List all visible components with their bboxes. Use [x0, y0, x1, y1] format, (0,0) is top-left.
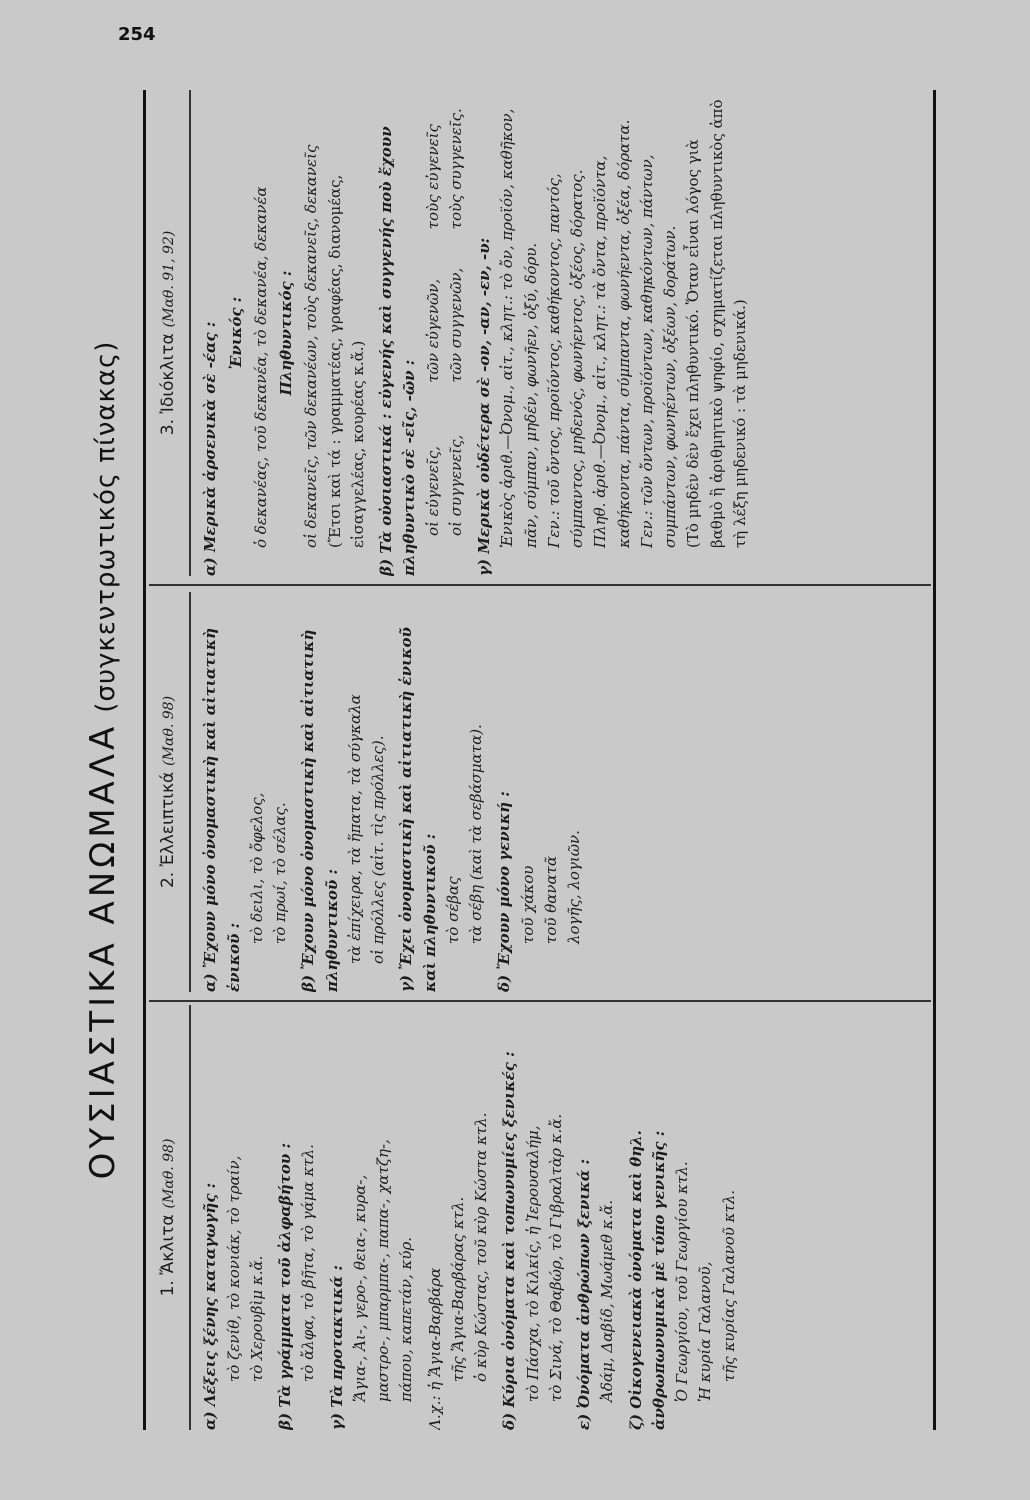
section-c: γ) Μερικὰ οὐδέτερα σὲ -ον, -αν, -εν, -υ: Ἑνικὸς ἀριθ.—Ὀνομ., αἰτ., κλητ.: τὸ ὄν, προϊόν, καθῆκον, πᾶν, σύμπαν, μηδέν, φωνῆεν, ὀξύ, δόρυ. Γεν.: τοῦ ὄντος, προϊόντος, καθήκοντος, παντός, σύμπαντος, μηδενός, φωνήεντος, ὀξέος, δόρατος. Πληθ. ἀριθ.—Ὀνομ., αἰτ., κλητ.: τὰ ὄντα, προϊόντα, καθήκοντα, πάντα, σύμπαντα, φωνήεντα, ὀξέα, δόρατα. Γεν.: τῶν ὄντων, προϊόντων, καθηκόντων, πάντων, συμπάντων, φωνηέντων, ὀξέων, δοράτων. (Τὸ μηδὲν δὲν ἔχει πληθυντικό. Ὅταν εἶναι λόγος γιὰ βαθμὸ ἢ ἀριθμητικὸ ψηφίο, σχηματίζεται πληθυντικὸς ἀπὸ τὴ λέξη μηδενικό : τὰ μηδενικά.): [475, 99, 749, 576]
column-heading: 3. Ἰδιόκλιτα(Μαθ. 91, 92): [149, 90, 191, 576]
column-heading: 2. Ἐλλειπτικά(Μαθ. 98): [149, 592, 191, 992]
rotated-table-canvas: [75, 60, 955, 1460]
section-e: ε) Ὀνόματα ἀνθρώπων ξενικά : Ἀδάμ, Δαβίδ, Μωάμεθ κ.ἄ.: [575, 1158, 617, 1430]
section-c: γ) Ἔχει ὀνομαστικὴ καὶ αἰτιατικὴ ἑνικοῦ καὶ πληθυντικοῦ : τὸ σέβας τὰ σέβη (καὶ τὰ σεβάσματα).: [397, 627, 486, 992]
section-z: ζ) Οἰκογενειακὰ ὀνόματα καὶ θηλ. ἀνθρωπωνυμικὰ μὲ τύπο γενικῆς : Ὁ Γεωργίου, τοῦ Γεωργίου κτλ. Ἡ κυρία Γαλανοῦ, τῆς κυρίας Γαλανοῦ κτλ.: [626, 1130, 738, 1430]
example-row: οἱ εὐγενεῖς, τῶν εὐγενῶν, τοὺς εὐγενεῖς: [423, 124, 442, 536]
section-d: δ) Κύρια ὀνόματα καὶ τοπωνυμίες ξενικές : τὸ Πάσχα, τὸ Κιλκίς, ἡ Ἱερουσαλήμ, τὸ Σινά, τὸ Θαβώρ, τὸ Γιβραλτὰρ κ.ἄ.: [500, 1051, 565, 1430]
top-rule: [143, 90, 146, 1430]
section-b: β) Ἔχουν μόνο ὀνομαστικὴ καὶ αἰτιατικὴ πληθυντικοῦ : τὰ ἐπίχειρα, τὰ ἥπατα, τὰ σύγκαλα οἱ πρόλλες (αἰτ. τὶς πρόλλες).: [299, 629, 388, 992]
title-main: ΟΥΣΙΑΣΤΙΚΑ ΑΝΩΜΑΛΑ: [83, 722, 123, 1180]
column-idioklita: [149, 90, 931, 576]
section-a: α) Λέξεις ξένης καταγωγῆς : τὸ ζενίθ, τὸ κονιάκ, τὸ τραίν, τὸ Χερουβὶμ κ.ἄ.: [201, 1155, 266, 1430]
column-elleiptika: [149, 592, 931, 992]
example-row: οἱ συγγενεῖς, τῶν συγγενῶν, τοὺς συγγενεῖς.: [446, 108, 465, 536]
column-divider: [149, 584, 931, 586]
column-heading: 1. Ἄκλιτα(Μαθ. 98): [149, 1005, 191, 1430]
section-d: δ) Ἔχουν μόνο γενική : τοῦ χάκου τοῦ θανατᾶ λογῆς, λογιῶν.: [495, 791, 584, 992]
bottom-rule: [933, 90, 936, 1430]
section-b: β) Τὰ οὐσιαστικά : εὐγενής καὶ συγγενής ποὺ ἔχουν πληθυντικὸ σὲ -εῖς, -ῶν : οἱ εὐγενεῖς, τῶν εὐγενῶν, τοὺς εὐγενεῖς οἱ συγγενεῖς, τῶν συγγενῶν, τοὺς συγγενεῖς.: [375, 90, 468, 576]
column-akliita: [149, 1005, 931, 1430]
section-c: γ) Τὰ προτακτικά : Ἅγια-, Ἀι-, γερο-, θεια-, κυρα-, μαστρο-, μπαρμπα-, παπα-, χατζη-, πάπου, καπετάν, κύρ.: [327, 1139, 416, 1430]
section-a: α) Μερικὰ ἀρσενικὰ σὲ -έας : Ἑνικός : ὁ δεκανέας, τοῦ δεκανέα, τὸ δεκανέα, δεκανέα Πληθυντικός : οἱ δεκανεῖς, τῶν δεκανέων, τοὺς δεκανεῖς, δεκανεῖς (Ἔτσι καὶ τά : γραμματέας, γραφέας, διανομέας, εἰσαγγελέας, κουρέας κ.ἄ.): [201, 144, 367, 576]
page-title: [83, 60, 123, 1460]
section-a: α) Ἔχουν μόνο ὀνομαστικὴ καὶ αἰτιατικὴ ἑνικοῦ : τὸ δειλι, τὸ ὄφελος, τὸ πρωί, τὸ σέλας.: [201, 628, 290, 992]
page-number: 254: [118, 24, 156, 45]
section-b: β) Τὰ γράμματα τοῦ ἀλφαβήτου : τὸ ἄλφα, τὸ βῆτα, τὸ γάμα κτλ.: [276, 1142, 318, 1430]
title-sub: (συγκεντρωτικός πίνακας): [91, 340, 121, 713]
column-divider: [149, 1000, 931, 1002]
section-example: Λ.χ.: ἡ Ἅγια-Βαρβάρα τῆς Ἅγια-Βαρβάρας κτλ. ὁ κὺρ Κώστας, τοῦ κὺρ Κώστα κτλ.: [425, 1112, 491, 1430]
